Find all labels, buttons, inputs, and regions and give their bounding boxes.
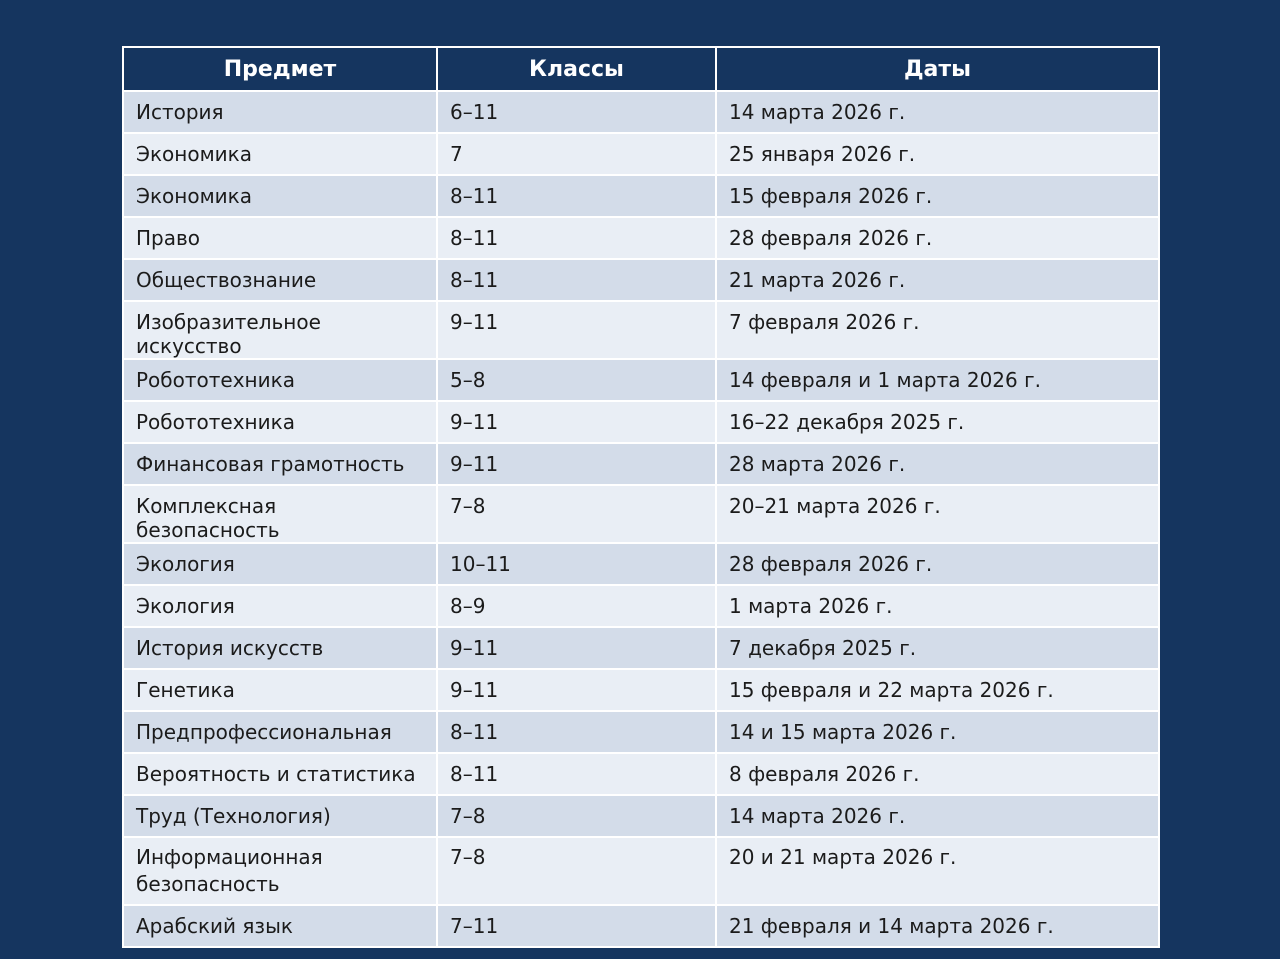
cell-subject: Экономика [123,133,437,175]
cell-dates: 14 февраля и 1 марта 2026 г. [716,359,1159,401]
table-row [123,401,1159,443]
cell-dates: 15 февраля 2026 г. [716,175,1159,217]
cell-subject: Информационная безопасность [123,837,437,905]
cell-dates: 14 марта 2026 г. [716,795,1159,837]
cell-grades: 7–11 [437,905,716,947]
cell-subject: Право [123,217,437,259]
cell-subject: Арабский язык [123,905,437,947]
cell-grades: 8–11 [437,259,716,301]
cell-grades: 7–8 [437,485,716,543]
cell-grades: 8–11 [437,753,716,795]
table-header-row [123,47,1159,91]
table-row [123,133,1159,175]
olympiad-schedule [122,46,1158,948]
table-row [123,217,1159,259]
cell-dates: 16–22 декабря 2025 г. [716,401,1159,443]
cell-grades: 8–11 [437,711,716,753]
header-subject: Предмет [123,47,437,91]
cell-dates: 21 февраля и 14 марта 2026 г. [716,905,1159,947]
cell-grades: 9–11 [437,401,716,443]
table-row [123,485,1159,543]
cell-subject: Робототехника [123,359,437,401]
cell-subject: Труд (Технология) [123,795,437,837]
table-row [123,443,1159,485]
cell-subject: Финансовая грамотность [123,443,437,485]
table-row [123,301,1159,359]
table-row [123,753,1159,795]
cell-subject: Экономика [123,175,437,217]
cell-subject: Вероятность и статистика [123,753,437,795]
cell-subject: Экология [123,585,437,627]
cell-dates: 21 марта 2026 г. [716,259,1159,301]
table-row [123,585,1159,627]
cell-subject: Робототехника [123,401,437,443]
cell-subject: История искусств [123,627,437,669]
cell-dates: 1 марта 2026 г. [716,585,1159,627]
header-dates: Даты [716,47,1159,91]
header-grades: Классы [437,47,716,91]
cell-grades: 7–8 [437,837,716,905]
table-row [123,543,1159,585]
cell-grades: 5–8 [437,359,716,401]
cell-grades: 7 [437,133,716,175]
cell-grades: 7–8 [437,795,716,837]
table-row [123,91,1159,133]
cell-grades: 9–11 [437,301,716,359]
cell-grades: 9–11 [437,627,716,669]
cell-subject: Предпрофессиональная [123,711,437,753]
cell-grades: 8–11 [437,217,716,259]
table-row [123,837,1159,905]
cell-grades: 10–11 [437,543,716,585]
cell-grades: 8–9 [437,585,716,627]
cell-subject: История [123,91,437,133]
cell-subject: Генетика [123,669,437,711]
cell-subject: Обществознание [123,259,437,301]
cell-grades: 9–11 [437,443,716,485]
cell-dates: 25 января 2026 г. [716,133,1159,175]
cell-dates: 28 февраля 2026 г. [716,543,1159,585]
cell-dates: 20–21 марта 2026 г. [716,485,1159,543]
table-row [123,711,1159,753]
cell-dates: 28 февраля 2026 г. [716,217,1159,259]
cell-subject: Комплексная безопасность [123,485,437,543]
cell-dates: 8 февраля 2026 г. [716,753,1159,795]
table-row [123,795,1159,837]
cell-dates: 7 февраля 2026 г. [716,301,1159,359]
cell-dates: 15 февраля и 22 марта 2026 г. [716,669,1159,711]
cell-subject: Экология [123,543,437,585]
cell-subject: Изобразительное искусство [123,301,437,359]
cell-dates: 20 и 21 марта 2026 г. [716,837,1159,905]
cell-dates: 14 и 15 марта 2026 г. [716,711,1159,753]
table-row [123,259,1159,301]
cell-grades: 6–11 [437,91,716,133]
table-row [123,627,1159,669]
table-row [123,359,1159,401]
cell-grades: 9–11 [437,669,716,711]
cell-dates: 14 марта 2026 г. [716,91,1159,133]
schedule-table [122,46,1160,948]
cell-dates: 28 марта 2026 г. [716,443,1159,485]
table-row [123,175,1159,217]
table-row [123,905,1159,947]
table-row [123,669,1159,711]
cell-dates: 7 декабря 2025 г. [716,627,1159,669]
cell-grades: 8–11 [437,175,716,217]
